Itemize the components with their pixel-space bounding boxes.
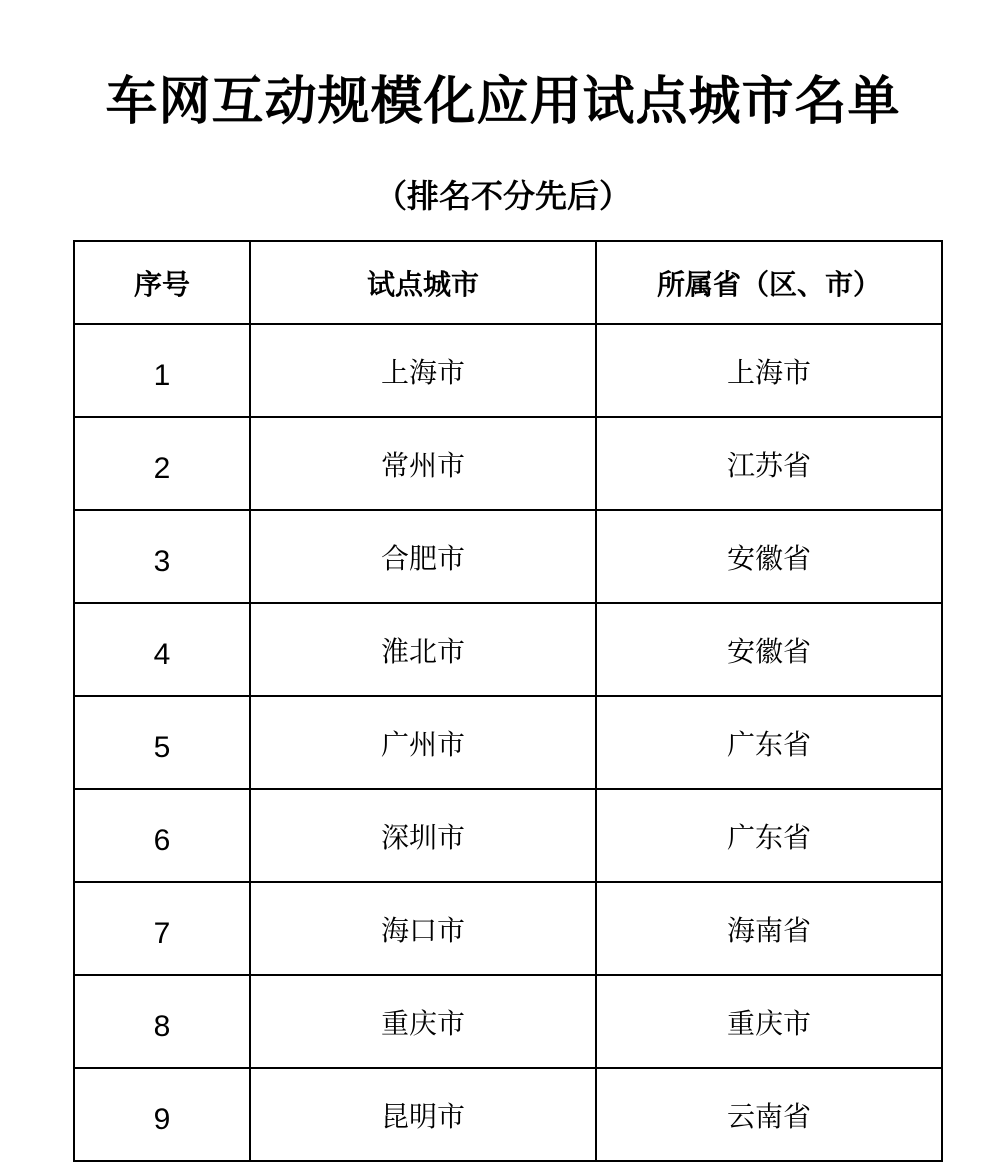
row-index: 2 xyxy=(74,417,250,510)
row-index: 1 xyxy=(74,324,250,417)
table-row xyxy=(74,417,942,510)
row-province: 江苏省 xyxy=(596,417,942,510)
row-city: 合肥市 xyxy=(250,510,596,603)
table-row xyxy=(74,882,942,975)
page-subtitle: （排名不分先后） xyxy=(374,177,631,215)
header-province: 所属省（区、市） xyxy=(596,241,942,324)
row-province: 广东省 xyxy=(596,789,942,882)
table-header-row xyxy=(74,241,942,324)
row-city: 昆明市 xyxy=(250,1068,596,1161)
row-city: 上海市 xyxy=(250,324,596,417)
table-row xyxy=(74,603,942,696)
table-row xyxy=(74,789,942,882)
row-city: 重庆市 xyxy=(250,975,596,1068)
row-city: 常州市 xyxy=(250,417,596,510)
row-index: 3 xyxy=(74,510,250,603)
row-province: 上海市 xyxy=(596,324,942,417)
table-row xyxy=(74,324,942,417)
row-index: 9 xyxy=(74,1068,250,1161)
table-row xyxy=(74,1068,942,1161)
row-index: 6 xyxy=(74,789,250,882)
row-province: 安徽省 xyxy=(596,603,942,696)
row-province: 云南省 xyxy=(596,1068,942,1161)
row-province: 海南省 xyxy=(596,882,942,975)
row-index: 8 xyxy=(74,975,250,1068)
row-index: 5 xyxy=(74,696,250,789)
row-index: 7 xyxy=(74,882,250,975)
row-city: 淮北市 xyxy=(250,603,596,696)
row-province: 安徽省 xyxy=(596,510,942,603)
table-row xyxy=(74,510,942,603)
header-index: 序号 xyxy=(74,241,250,324)
row-province: 重庆市 xyxy=(596,975,942,1068)
row-city: 深圳市 xyxy=(250,789,596,882)
table-row xyxy=(74,696,942,789)
row-city: 广州市 xyxy=(250,696,596,789)
header-city: 试点城市 xyxy=(250,241,596,324)
pilot-city-table xyxy=(73,240,943,1162)
row-city: 海口市 xyxy=(250,882,596,975)
table-row xyxy=(74,975,942,1068)
row-index: 4 xyxy=(74,603,250,696)
row-province: 广东省 xyxy=(596,696,942,789)
page-title: 车网互动规模化应用试点城市名单 xyxy=(105,71,901,132)
